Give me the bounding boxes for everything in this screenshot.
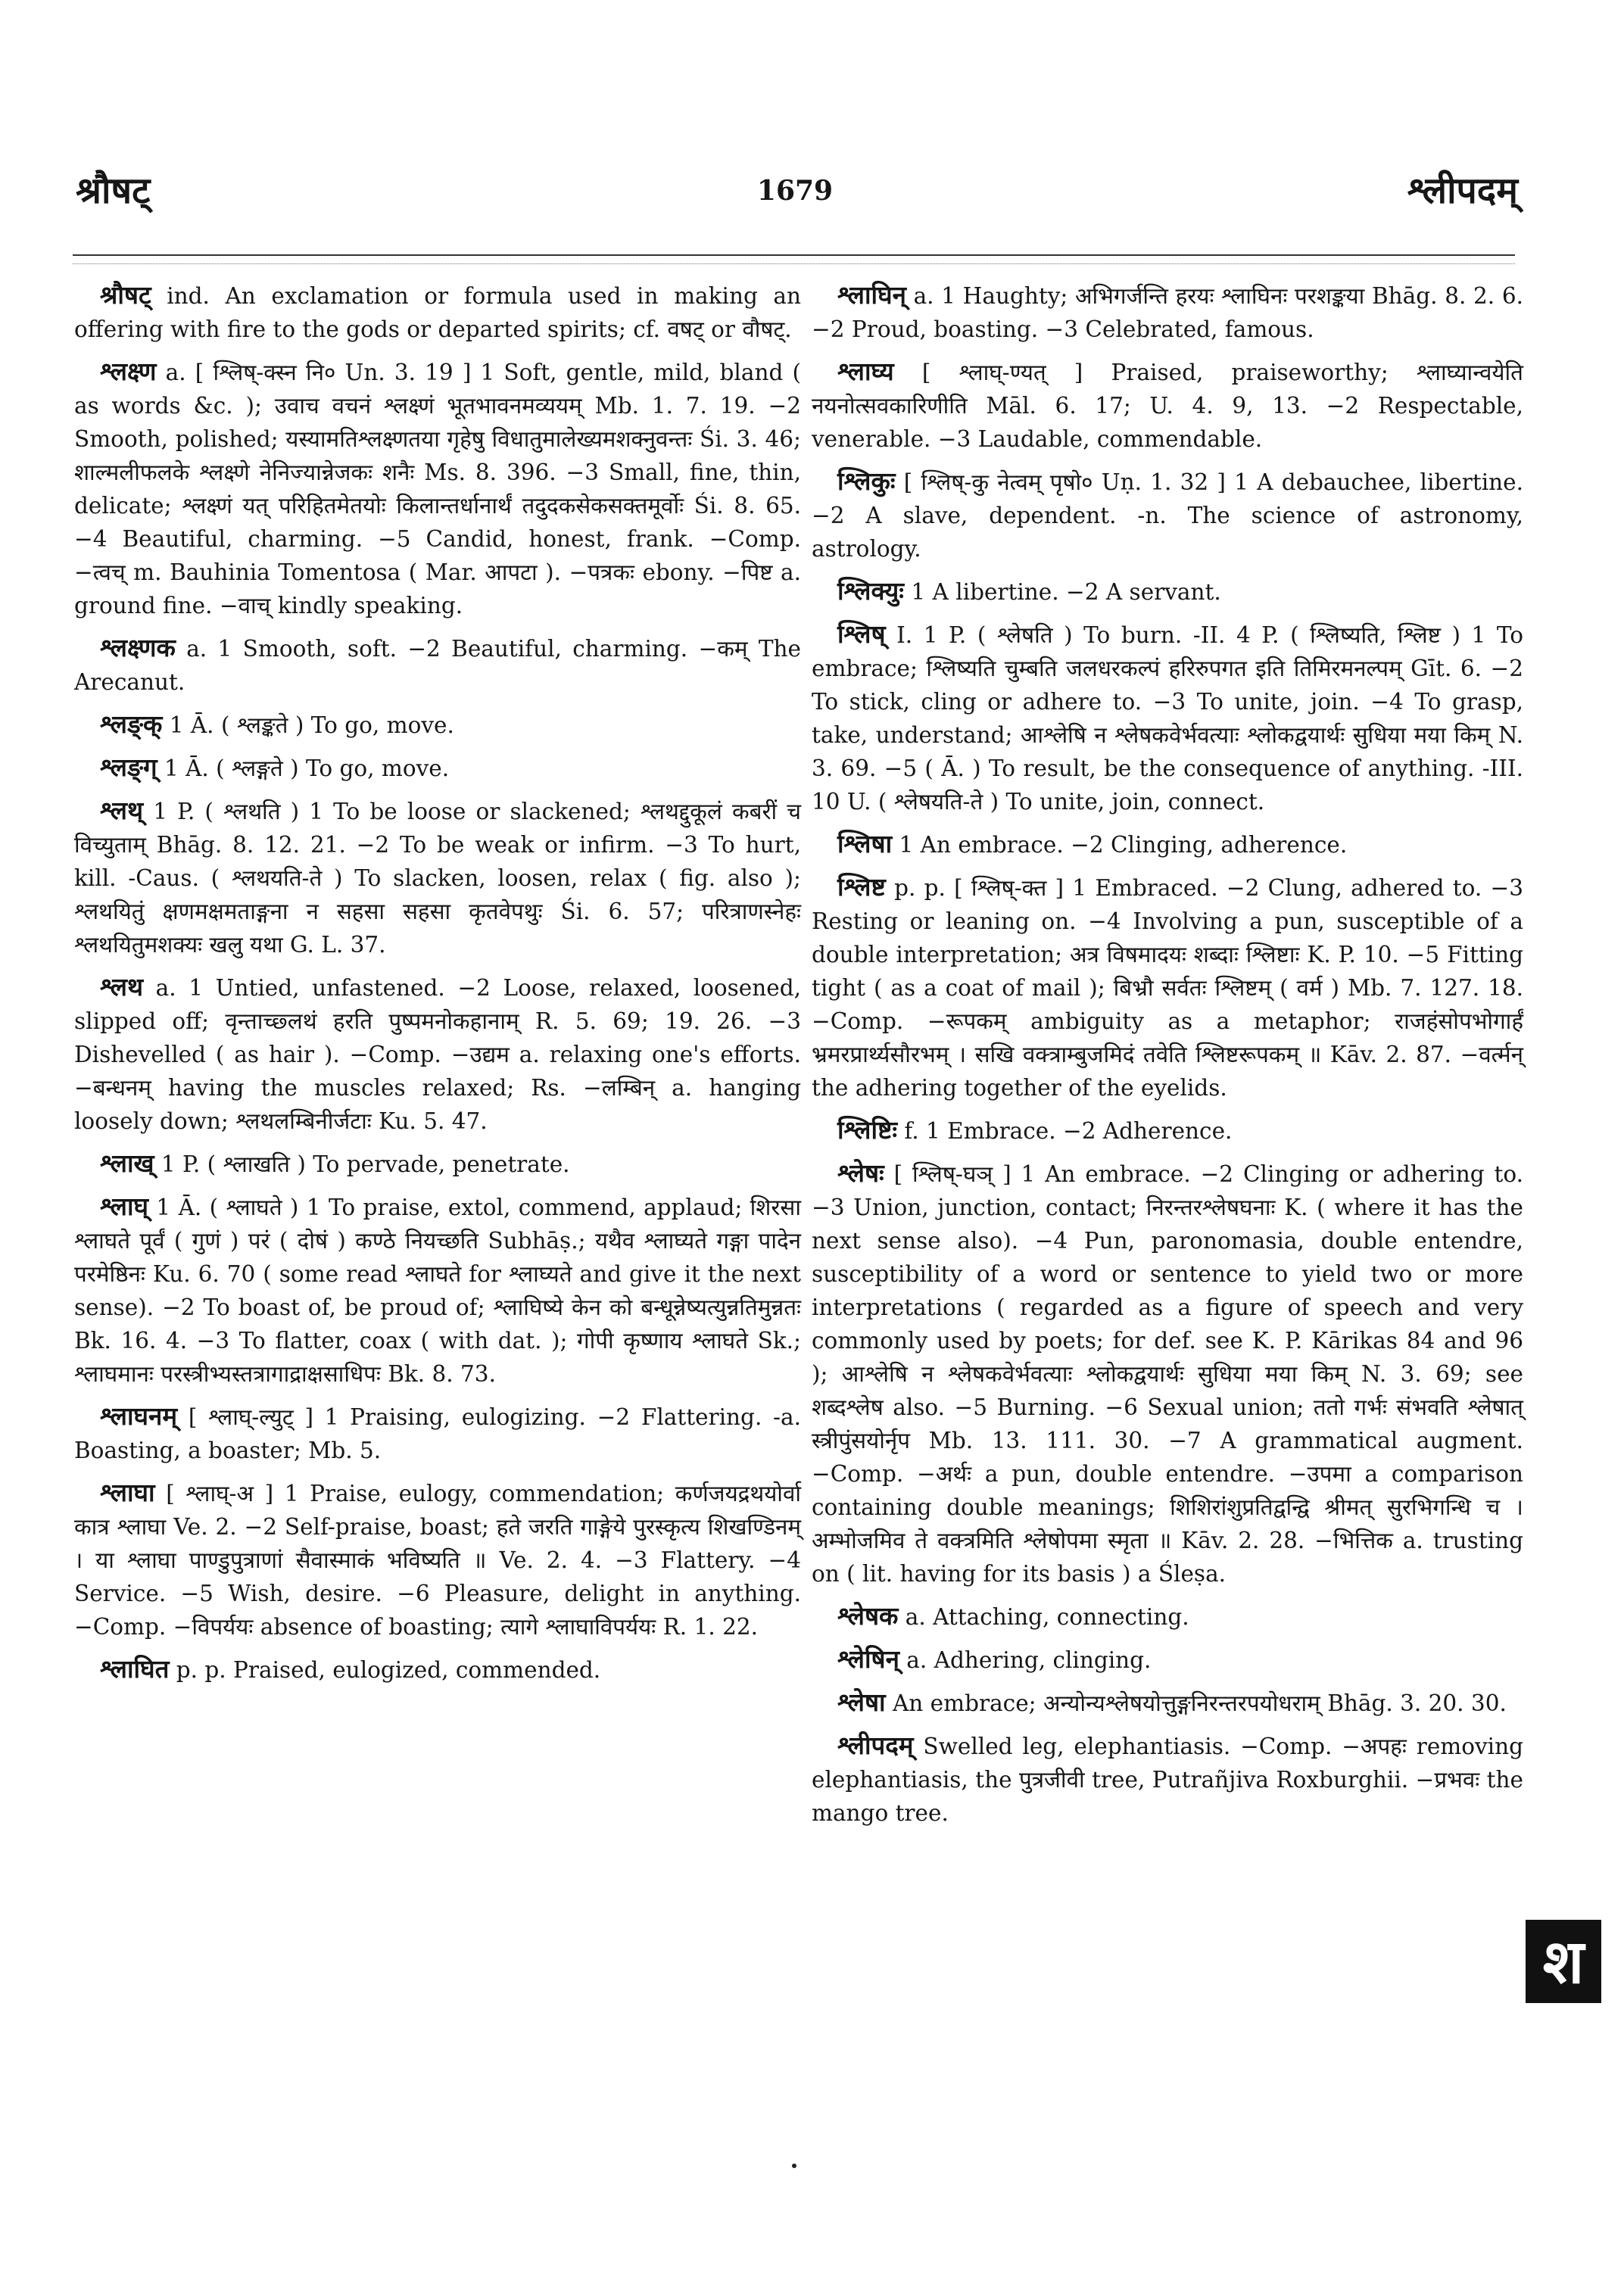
entry-definition: 1 P. ( श्लथति ) 1 To be loose or slackened; श्लथद्दुकूलं कबरीं च विच्युताम् Bhāg. 8. 12. 21. −2 To be weak or infirm. −3 To hurt, kill. -Caus. ( श्लथयति-ते ) To slacken, loosen, relax ( fig. also ); श्लथयितुं क्षणमक्षमताङ्गना न सहसा सहसा कृतवेपथुः Śi. 6. 57; परित्राणस्नेहः श्लथयितुमशक्यः खलु यथा G. L. 37.	[74, 799, 801, 958]
entry-headword: श्लाघ्	[100, 1192, 149, 1221]
page-number: 1679	[756, 175, 834, 207]
entry-headword: श्लथ्	[100, 796, 144, 825]
dictionary-entry	[812, 827, 1523, 861]
dictionary-entry	[812, 575, 1523, 609]
entry-definition: a. [ श्लिष्-क्स्न नि० Un. 3. 19 ] 1 Soft, gentle, mild, bland ( as words &c. ); उवाच वचनं श्लक्ष्णं भूतभावनमव्ययम् Mb. 1. 7. 19. −2 Smooth, polished; यस्यामतिश्लक्ष्णतया गृहेषु विधातुमालेख्यमशक्नुवन्तः Śi. 3. 46; शाल्मलीफलके श्लक्ष्णे नेनिज्यान्नेजकः शनैः Ms. 8. 396. −3 Small, fine, thin, delicate; श्लक्ष्णं यत् परिहितमेतयोः किलान्तर्धानार्थं तदुदकसेकसक्तमूर्वोः Śi. 8. 65. −4 Beautiful, charming. −5 Candid, honest, frank. −Comp. −त्वच् m. Bauhinia Tomentosa ( Mar. आपटा ). −पत्रकः ebony. −पिष्ट a. ground fine. −वाच् kindly speaking.	[74, 360, 801, 618]
entry-definition: 1 Ā. ( श्लङ्कते ) To go, move.	[169, 712, 454, 738]
entry-definition: [ श्लाघ्-अ ] 1 Praise, eulogy, commendation; कर्णजयद्रथयोर्वा कात्र श्लाघा Ve. 2. −2 Self-praise, boast; हते जरति गाङ्गेये पुरस्कृत्य शिखण्डिनम् । या श्लाघा पाण्डुपुत्राणां सैवास्माकं भविष्यति ॥ Ve. 2. 4. −3 Flattery. −4 Service. −5 Wish, desire. −6 Pleasure, delight in anything. −Comp. −विपर्ययः absence of boasting; त्यागे श्लाघाविपर्ययः R. 1. 22.	[74, 1481, 801, 1640]
entry-definition: Swelled leg, elephantiasis. −Comp. −अपहः removing elephantiasis, the पुत्रजीवी tree, Putrañjiva Roxburghii. −प्रभवः the mango tree.	[812, 1734, 1523, 1826]
entry-headword: श्लेषः	[837, 1158, 884, 1188]
entry-definition: 1 P. ( श्लाखति ) To pervade, penetrate.	[161, 1151, 570, 1177]
entry-headword: श्लाघा	[100, 1478, 155, 1507]
entry-definition: 1 Ā. ( श्लङ्गते ) To go, move.	[164, 756, 450, 781]
entry-headword: श्लक्ष्णक	[100, 633, 176, 662]
dictionary-entry	[812, 1686, 1523, 1720]
entry-headword: श्लिष्ट	[837, 872, 886, 902]
dictionary-entry	[812, 1114, 1523, 1148]
dictionary-entry	[812, 1157, 1523, 1590]
header-rule	[73, 254, 1515, 256]
entry-definition: a. 1 Untied, unfastened. −2 Loose, relaxed, loosened, slipped off; वृन्ताच्छ्लथं हरति पुष्पमनोकहानाम् R. 5. 69; 19. 26. −3 Dishevelled ( as hair ). −Comp. −उद्यम a. relaxing one's efforts. −बन्धनम् having the muscles relaxed; Rs. −लम्बिन् a. hanging loosely down; श्लथलम्बिनीर्जटाः Ku. 5. 47.	[74, 975, 801, 1134]
page-dot	[792, 2164, 796, 2168]
entry-headword: श्लाघनम्	[100, 1401, 178, 1431]
entry-headword: श्लेषक	[837, 1601, 899, 1631]
entry-headword: श्लिष्	[837, 619, 886, 649]
dictionary-entry	[74, 708, 801, 742]
entry-definition: [ श्लाघ्-ण्यत् ] Praised, praiseworthy; श्लाघ्यान्वयेति नयनोत्सवकारिणीति Māl. 6. 17; U. 4. 9, 13. −2 Respectable, venerable. −3 Laudable, commendable.	[812, 360, 1523, 452]
entry-headword: श्रौषट्	[100, 280, 151, 310]
entry-definition: a. Attaching, connecting.	[905, 1604, 1189, 1630]
dictionary-entry	[74, 1190, 801, 1391]
entry-headword: श्लङ्ग्	[100, 752, 157, 782]
entry-definition: a. Adhering, clinging.	[906, 1647, 1152, 1673]
entry-definition: a. 1 Haughty; अभिगर्जन्ति हरयः श्लाघिनः परशङ्कया Bhāg. 8. 2. 6. −2 Proud, boasting. −3 Celebrated, famous.	[812, 283, 1523, 342]
entry-headword: श्लेषा	[837, 1687, 886, 1717]
entry-headword: श्लाघिन्	[837, 280, 906, 310]
dictionary-entry	[74, 631, 801, 699]
entry-definition: 1 A libertine. −2 A servant.	[911, 579, 1221, 605]
entry-headword: श्लिष्टिः	[837, 1115, 898, 1145]
dictionary-entry	[74, 355, 801, 622]
dictionary-entry	[74, 970, 801, 1138]
dictionary-entry	[74, 279, 801, 346]
dictionary-entry	[74, 1400, 801, 1467]
entry-definition: An embrace; अन्योन्यश्लेषयोत्तुङ्गनिरन्तरपयोधराम् Bhāg. 3. 20. 30.	[892, 1690, 1507, 1716]
entry-definition: p. p. [ श्लिष्-क्त ] 1 Embraced. −2 Clung, adhered to. −3 Resting or leaning on. −4 Involving a pun, susceptible of a double interpretation; अत्र विषमादयः शब्दाः श्लिष्टाः K. P. 10. −5 Fitting tight ( as a coat of mail ); बिभ्रौ सर्वतः श्लिष्टम् ( वर्म ) Mb. 7. 127. 18. −Comp. −रूपकम् ambiguity as a metaphor; राजहंसोपभोगार्हं भ्रमरप्रार्थ्यसौरभम् । सखि वक्त्राम्बुजमिदं तवेति श्लिष्टरूपकम् ॥ Kāv. 2. 87. −वर्त्मन् the adhering together of the eyelids.	[812, 875, 1523, 1101]
entry-headword: श्लाघ्य	[837, 357, 894, 386]
dictionary-entry	[74, 1476, 801, 1643]
entry-definition: [ श्लिष्-घञ् ] 1 An embrace. −2 Clinging or adhering to. −3 Union, junction, contact; निरन्तरश्लेषघनाः K. ( where it has the next sense also). −4 Pun, paronomasia, double entendre, susceptibility of a word or sentence to yield two or more interpretations ( regarded as a figure of speech and very commonly used by poets; for def. see K. P. Kārikas 84 and 96 ); आश्लेषि न श्लेषकवेर्भवत्याः श्लोकद्वयार्थः सुधिया मया किम् N. 3. 69; see शब्दश्लेष also. −5 Burning. −6 Sexual union; ततो गर्भः संभवति श्लेषात् स्त्रीपुंसयोर्नृप Mb. 13. 111. 30. −7 A grammatical augment. −Comp. −अर्थः a pun, double entendre. −उपमा a comparison containing double meanings; शिशिरांशुप्रतिद्वन्द्वि श्रीमत् सुरभिगन्धि च । अम्भोजमिव ते वक्त्रमिति श्लेषोपमा स्मृता ॥ Kāv. 2. 28. −भित्तिक a. trusting on ( lit. having for its basis ) a Śleṣa.	[812, 1161, 1523, 1587]
entry-definition: a. 1 Smooth, soft. −2 Beautiful, charming. −कम् The Arecanut.	[74, 636, 801, 695]
dictionary-entry	[74, 794, 801, 961]
entry-definition: [ श्लाघ्-ल्युट् ] 1 Praising, eulogizing. −2 Flattering. -a. Boasting, a boaster; Mb. 5.	[74, 1404, 801, 1463]
header-dotted-rule	[73, 263, 1515, 264]
dictionary-entry	[812, 1643, 1523, 1677]
right-column	[812, 279, 1523, 1839]
entry-headword: श्लाघित	[100, 1654, 170, 1684]
entry-headword: श्लङ्क्	[100, 709, 163, 739]
dictionary-entry	[812, 871, 1523, 1104]
header-left-word: श्रौषट्	[76, 170, 151, 212]
dictionary-entry	[74, 1653, 801, 1687]
dictionary-entry	[812, 1729, 1523, 1830]
dictionary-entry	[812, 1600, 1523, 1634]
entry-definition: ind. An exclamation or formula used in making an offering with fire to the gods or departed spirits; cf. वषट् or वौषट्.	[74, 283, 801, 342]
entry-headword: श्लथ	[100, 972, 144, 1002]
dictionary-entry	[812, 618, 1523, 818]
dictionary-entry	[74, 1147, 801, 1181]
entry-headword: श्लिषा	[837, 829, 893, 858]
dictionary-entry	[74, 751, 801, 785]
entry-headword: श्लिकुः	[837, 466, 896, 496]
entry-definition: 1 Ā. ( श्लाघते ) 1 To praise, extol, commend, applaud; शिरसा श्लाघते पूर्वं ( गुणं ) परं ( दोषं ) कण्ठे नियच्छति Subhāṣ.; यथैव श्लाघ्यते गङ्गा पादेन परमेष्ठिनः Ku. 6. 70 ( some read श्लाघते for श्लाघ्यते and give it the next sense). −2 To boast of, be proud of; श्लाघिष्ये केन को बन्धून्नेष्यत्युन्नतिमुन्नतः Bk. 16. 4. −3 To flatter, coax ( with dat. ); गोपी कृष्णाय श्लाघते Sk.; श्लाघमानः परस्त्रीभ्यस्तत्रागाद्राक्षसाधिपः Bk. 8. 73.	[74, 1195, 801, 1387]
entry-headword: श्लिक्युः	[837, 576, 904, 606]
dictionary-entry	[812, 279, 1523, 346]
entry-definition: [ श्लिष्-कु नेत्वम् पृषो० Uṇ. 1. 32 ] 1 A debauchee, libertine. −2 A slave, dependent. -n. The science of astronomy, astrology.	[812, 469, 1523, 562]
entry-definition: f. 1 Embrace. −2 Adherence.	[904, 1118, 1233, 1144]
left-column	[74, 279, 801, 1696]
entry-definition: 1 An embrace. −2 Clinging, adherence.	[899, 832, 1348, 858]
entry-definition: p. p. Praised, eulogized, commended.	[176, 1657, 601, 1683]
entry-headword: श्लक्ष्ण	[100, 357, 157, 386]
entry-headword: श्लाख्	[100, 1148, 154, 1178]
header-right-word: श्लीपदम्	[1407, 170, 1518, 212]
dictionary-entry	[812, 465, 1523, 565]
dictionary-entry	[812, 355, 1523, 456]
entry-definition: I. 1 P. ( श्लेषति ) To burn. -II. 4 P. ( श्लिष्यति, श्लिष्ट ) 1 To embrace; श्लिष्यति चुम्बति जलधरकल्पं हरिरुपगत इति तिमिरमनल्पम् Gīt. 6. −2 To stick, cling or adhere to. −3 To unite, join. −4 To grasp, take, understand; आश्लेषि न श्लेषकवेर्भवत्याः श्लोकद्वयार्थः सुधिया मया किम् N. 3. 69. −5 ( Ā. ) To result, be the consequence of anything. -III. 10 U. ( श्लेषयति-ते ) To unite, join, connect.	[812, 622, 1523, 815]
entry-headword: श्लेषिन्	[837, 1644, 899, 1674]
thumb-index-tab: श	[1526, 1920, 1601, 2003]
entry-headword: श्लीपदम्	[837, 1731, 914, 1760]
